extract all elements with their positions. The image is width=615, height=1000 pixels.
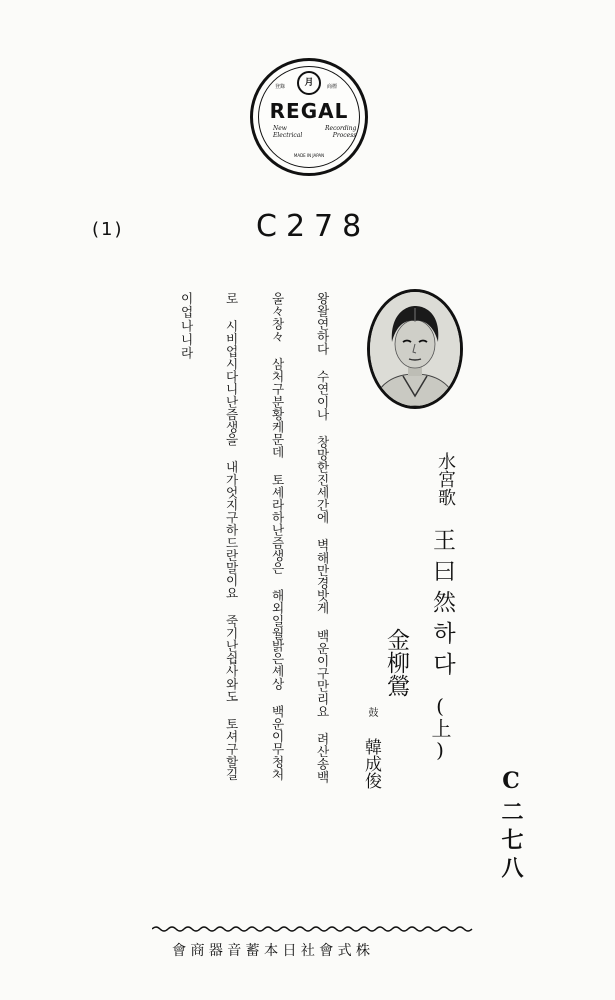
song-title: 王曰然하다 bbox=[429, 528, 455, 683]
catalog-number-vertical: C二七八 bbox=[498, 768, 524, 884]
logo-subtitle-left bbox=[273, 125, 302, 139]
logo-bottom-text: MADE IN JAPAN bbox=[293, 153, 325, 158]
accompaniment-role: 鼓 bbox=[366, 707, 377, 717]
lyric-line-1: 왕왈연하다 수연이나 창망한진세간에 벽해만경밧게 백운이구만리요 려산송백 bbox=[314, 292, 330, 783]
lyric-line-3: 로 시비업시다니난즘생을 내가엇지구하드란말이요 죽기난쉽사와도 토셔구할길 bbox=[223, 292, 239, 781]
song-part: (上) bbox=[428, 694, 452, 762]
singer-name: 金柳鶯 bbox=[383, 628, 409, 697]
regal-logo bbox=[250, 58, 368, 176]
accompanist-name: 韓成俊 bbox=[361, 738, 381, 789]
logo-sub-right-line1: Recording bbox=[325, 125, 357, 132]
logo-subtitle-right bbox=[325, 125, 356, 139]
side-number: (1) bbox=[92, 219, 124, 240]
logo-sub-left-line1: New bbox=[273, 125, 287, 132]
logo-sub-left-line2: Electrical bbox=[273, 132, 303, 139]
catalog-number: C278 bbox=[256, 209, 371, 244]
logo-small-left: 登錄 bbox=[275, 84, 286, 90]
song-genre: 水宮歌 bbox=[435, 452, 456, 506]
lyric-line-4: 이업나니라 bbox=[178, 292, 194, 360]
wavy-divider bbox=[152, 924, 477, 934]
portrait-drawing bbox=[370, 292, 460, 406]
singer-portrait bbox=[367, 289, 463, 409]
publisher-line: 會商器音蓄本日社會式株 bbox=[172, 943, 375, 959]
logo-sub-right-line2: Process bbox=[332, 132, 357, 139]
logo-small-right: 商標 bbox=[327, 84, 338, 90]
lyric-line-2: 울々창々 삼처구분황케문데 토셰라하난즘생은 해외일월밝은셰상 백운이무청처 bbox=[269, 292, 285, 781]
logo-brand-name: REGAL bbox=[269, 99, 349, 123]
logo-emblem: 月 bbox=[297, 71, 321, 95]
